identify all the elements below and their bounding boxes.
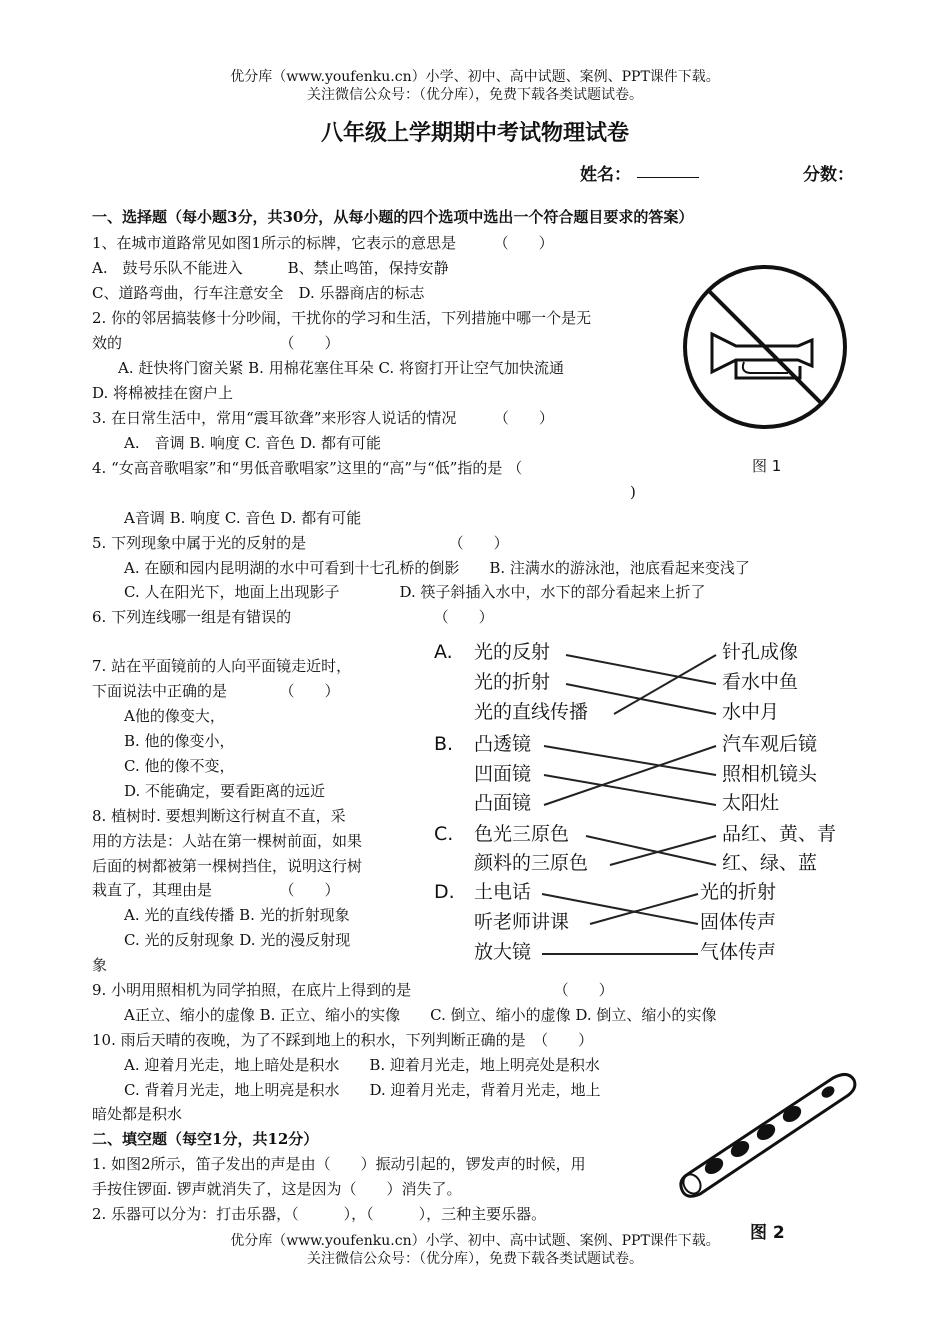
question-7: 7. 站在平面镜前的人向平面镜走近时，	[92, 657, 352, 675]
question-10-options-ab: A. 迎着月光走，地上暗处是积水 B. 迎着月光走，地上明亮处是积水	[124, 1056, 600, 1074]
match-a-left-2: 光的折射	[474, 671, 551, 693]
header-line-1: 优分库（www.youfenku.cn）小学、初中、高中试题、案例、PPT课件下载。	[230, 69, 720, 85]
section-2-heading: 二、填空题（每空1分，共12分）	[92, 1130, 319, 1148]
question-5-options-ab: A. 在颐和园内昆明湖的水中可看到十七孔桥的倒影 B. 注满水的游泳池，池底看起来变浅了	[124, 559, 750, 577]
question-4-options: A音调 B. 响度 C. 音色 D. 都有可能	[124, 509, 362, 527]
match-c-left-2: 颜料的三原色	[474, 852, 589, 874]
question-6: 6. 下列连线哪一组是有错误的 （ ）	[92, 608, 494, 626]
figure-2-label: 图 2	[750, 1223, 785, 1243]
question-8-cont-3: 栽直了，其理由是 （ ）	[92, 881, 340, 899]
question-7-option-c: C. 他的像不变，	[124, 757, 235, 775]
match-d-right-3: 气体传声	[700, 941, 777, 963]
fill-2: 2. 乐器可以分为：打击乐器，（ ），（ ），三种主要乐器。	[92, 1205, 547, 1223]
question-8-cont-4: 象	[92, 956, 108, 974]
match-b-letter: B.	[434, 733, 454, 755]
match-a-right-3: 水中月	[722, 701, 780, 723]
question-8-options-cd: C. 光的反射现象 D. 光的漫反射现	[124, 931, 351, 949]
question-7-option-d: D. 不能确定，要看距离的远近	[124, 782, 326, 800]
question-1: 1、在城市道路常见如图1所示的标牌，它表示的意思是 （ ）	[92, 234, 554, 252]
match-b-left-1: 凸透镜	[474, 733, 532, 755]
match-b-right-1: 汽车观后镜	[722, 733, 818, 755]
question-2-options: A. 赶快将门窗关紧 B. 用棉花塞住耳朵 C. 将窗打开让空气加快流通	[118, 359, 564, 377]
match-d-right-1: 光的折射	[700, 881, 777, 903]
question-10-options-cd: C. 背着月光走，地上明亮是积水 D. 迎着月光走，背着月光走，地上	[124, 1081, 601, 1099]
question-2: 2. 你的邻居搞装修十分吵闹，干扰你的学习和生活，下列措施中哪一个是无	[92, 309, 592, 327]
score-label: 分数：	[803, 165, 854, 185]
figure-1-label: 图 1	[752, 457, 782, 475]
question-3-options: A. 音调 B. 响度 C. 音色 D. 都有可能	[124, 434, 381, 452]
question-8: 8. 植树时. 要想判断这行树直不直，采	[92, 807, 346, 825]
match-a-left-1: 光的反射	[474, 641, 551, 663]
match-b-right-3: 太阳灶	[722, 792, 780, 814]
match-d-left-1: 土电话	[474, 881, 532, 903]
question-1-options-ab: A. 鼓号乐队不能进入 B、禁止鸣笛，保持安静	[92, 259, 449, 277]
match-d-left-3: 放大镜	[474, 941, 532, 963]
footer-line-2: 关注微信公众号：（优分库），免费下载各类试题试卷。	[307, 1251, 643, 1267]
question-2-option-d: D. 将棉被挂在窗户上	[92, 384, 234, 402]
question-7-cont: 下面说法中正确的是 （ ）	[92, 682, 340, 700]
question-5-options-cd: C. 人在阳光下，地面上出现影子 D. 筷子斜插入水中，水下的部分看起来上折了	[124, 583, 706, 601]
match-d-right-2: 固体传声	[700, 911, 777, 933]
match-d-left-2: 听老师讲课	[474, 911, 570, 933]
match-d-letter: D.	[434, 881, 455, 903]
match-a-letter: A.	[434, 641, 453, 663]
match-b-left-2: 凹面镜	[474, 763, 532, 785]
question-4: 4. “女高音歌唱家”和“男低音歌唱家”这里的“高”与“低”指的是 （	[92, 459, 523, 477]
question-7-option-a: A他的像变大，	[124, 707, 225, 725]
question-8-options-ab: A. 光的直线传播 B. 光的折射现象	[124, 906, 350, 924]
fill-1-cont: 手按住锣面. 锣声就消失了，这是因为（ ）消失了。	[92, 1180, 462, 1198]
question-10-cont: 暗处都是积水	[92, 1105, 183, 1123]
question-8-cont-1: 用的方法是：人站在第一棵树前面，如果	[92, 832, 363, 850]
question-5: 5. 下列现象中属于光的反射的是 （ ）	[92, 534, 509, 552]
match-b-left-3: 凸面镜	[474, 792, 532, 814]
question-7-option-b: B. 他的像变小，	[124, 732, 235, 750]
name-label: 姓名：	[580, 165, 631, 185]
page-title: 八年级上学期期中考试物理试卷	[320, 120, 629, 146]
question-3: 3. 在日常生活中，常用“震耳欲聋”来形容人说话的情况 （ ）	[92, 409, 554, 427]
question-8-cont-2: 后面的树都被第一棵树挡住，说明这行树	[92, 857, 363, 875]
match-c-right-2: 红、绿、蓝	[722, 852, 818, 874]
fill-1: 1. 如图2所示，笛子发出的声是由（ ）振动引起的，锣发声的时候，用	[92, 1155, 586, 1173]
footer-line-1: 优分库（www.youfenku.cn）小学、初中、高中试题、案例、PPT课件下载。	[230, 1233, 720, 1249]
question-4-paren: )	[630, 483, 636, 501]
match-c-left-1: 色光三原色	[474, 823, 570, 845]
header-line-2: 关注微信公众号：（优分库），免费下载各类试题试卷。	[307, 87, 643, 103]
question-10: 10. 雨后天晴的夜晚，为了不踩到地上的积水，下列判断正确的是 （ ）	[92, 1031, 594, 1049]
figure-2-flute	[678, 1062, 863, 1202]
question-2-cont: 效的 （ ）	[92, 334, 340, 352]
match-c-letter: C.	[434, 823, 454, 845]
section-1-heading: 一、选择题（每小题3分，共30分，从每小题的四个选项中选出一个符合题目要求的答案）	[92, 208, 694, 226]
question-9: 9. 小明用照相机为同学拍照，在底片上得到的是 （ ）	[92, 981, 614, 999]
match-a-left-3: 光的直线传播	[474, 701, 589, 723]
match-b-right-2: 照相机镜头	[722, 763, 818, 785]
question-1-options-cd: C、道路弯曲，行车注意安全 D. 乐器商店的标志	[92, 284, 425, 302]
match-a-right-2: 看水中鱼	[722, 671, 799, 693]
match-a-right-1: 针孔成像	[722, 641, 799, 663]
match-c-right-1: 品红、黄、青	[722, 823, 837, 845]
question-9-options: A正立、缩小的虚像 B. 正立、缩小的实像 C. 倒立、缩小的虚像 D. 倒立、缩小的实像	[124, 1006, 717, 1024]
